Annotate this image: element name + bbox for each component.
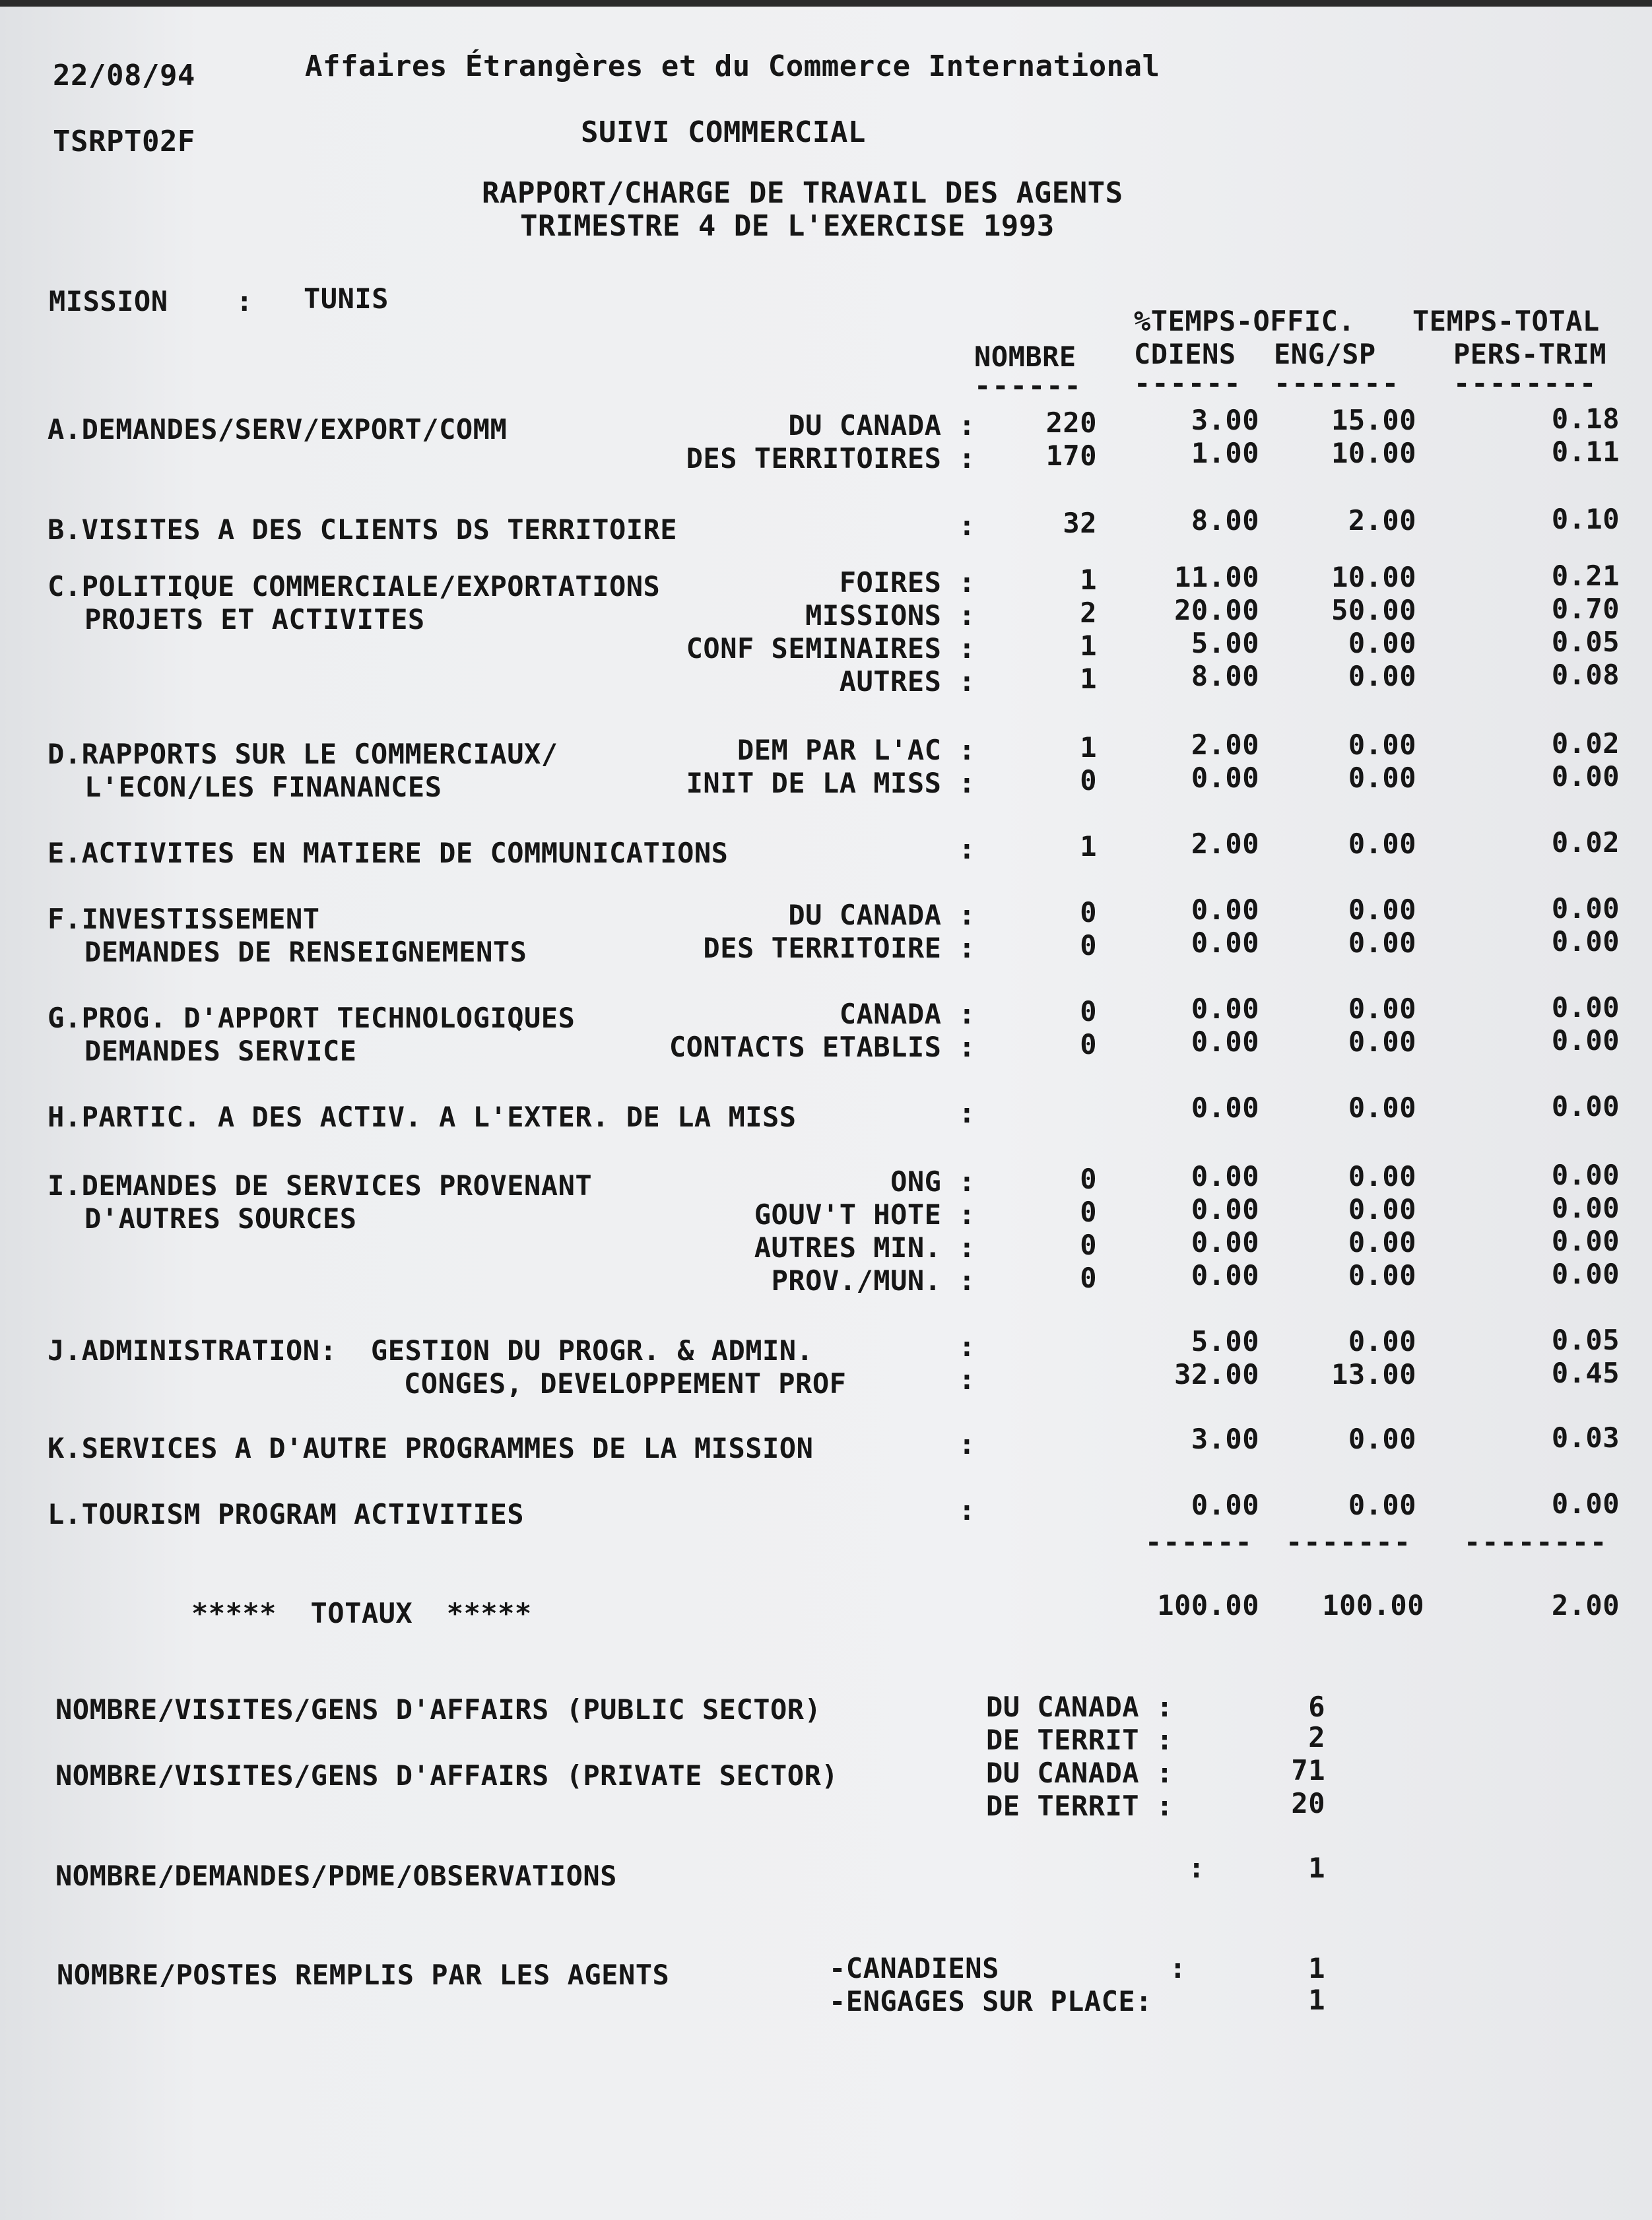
row-cdiens: 0.00 (1191, 1226, 1259, 1258)
col-cdiens-rule: ------ (1134, 367, 1242, 399)
row-nombre: 0 (1080, 1262, 1097, 1294)
totals-perstrim: 2.00 (1551, 1589, 1620, 1621)
row-cdiens: 8.00 (1191, 504, 1259, 537)
visits-public-canada-value: 6 (1308, 1691, 1325, 1723)
system-name: SUIVI COMMERCIAL (581, 115, 866, 149)
row-label: D'AUTRES SOURCES (84, 1202, 357, 1235)
row-engsp: 2.00 (1348, 504, 1416, 537)
row-engsp: 0.00 (1348, 1259, 1416, 1291)
row-cdiens: 3.00 (1191, 1423, 1259, 1455)
row-perstrim: 0.00 (1551, 892, 1620, 925)
row-sublabel: PROV./MUN. : (771, 1264, 975, 1297)
row-perstrim: 0.00 (1551, 760, 1620, 793)
row-nombre: 0 (1080, 764, 1097, 797)
visits-private-canada-label: DU CANADA : (986, 1757, 1173, 1789)
row-cdiens: 0.00 (1191, 1160, 1259, 1192)
row-nombre: 1 (1080, 630, 1097, 662)
visits-public-territ-label: DE TERRIT : (986, 1724, 1173, 1756)
totals-engsp: 100.00 (1322, 1589, 1424, 1621)
visits-public-label: NOMBRE/VISITES/GENS D'AFFAIRS (PUBLIC SECTOR) (55, 1693, 822, 1726)
row-engsp: 0.00 (1348, 660, 1416, 692)
visits-private-territ-value: 20 (1291, 1787, 1325, 1819)
row-label: C.POLITIQUE COMMERCIALE/EXPORTATIONS (48, 570, 661, 603)
row-cdiens: 11.00 (1174, 561, 1259, 593)
row-engsp: 10.00 (1331, 561, 1416, 593)
row-sublabel: INIT DE LA MISS : (686, 767, 975, 799)
row-cdiens: 0.00 (1191, 1489, 1259, 1521)
row-perstrim: 0.00 (1551, 1024, 1620, 1057)
col-cdiens: CDIENS (1134, 338, 1236, 370)
row-perstrim: 0.00 (1551, 1192, 1620, 1224)
row-cdiens: 2.00 (1191, 729, 1259, 761)
row-nombre: 32 (1063, 507, 1097, 539)
row-label: PROJETS ET ACTIVITES (84, 603, 425, 636)
row-sublabel: : (958, 1428, 975, 1460)
row-nombre: 0 (1080, 929, 1097, 962)
visits-public-territ-value: 2 (1308, 1721, 1325, 1753)
row-perstrim: 0.10 (1551, 503, 1620, 535)
row-engsp: 0.00 (1348, 762, 1416, 794)
col-nombre: NOMBRE (974, 341, 1076, 373)
visits-public-canada-label: DU CANADA : (986, 1691, 1173, 1723)
row-engsp: 0.00 (1348, 1489, 1416, 1521)
report-code: TSRPT02F (53, 125, 195, 158)
row-nombre: 2 (1080, 597, 1097, 629)
row-label: F.INVESTISSEMENT (48, 903, 320, 935)
row-cdiens: 0.00 (1191, 762, 1259, 794)
postes-canadiens-value: 1 (1308, 1952, 1325, 1984)
row-label: K.SERVICES A D'AUTRE PROGRAMMES DE LA MISSION (48, 1432, 814, 1464)
row-label: DEMANDES DE RENSEIGNEMENTS (84, 936, 527, 968)
visits-private-canada-value: 71 (1291, 1754, 1325, 1786)
row-sublabel: DU CANADA : (788, 409, 975, 441)
row-nombre: 1 (1080, 830, 1097, 863)
row-nombre: 0 (1080, 1163, 1097, 1195)
report-date: 22/08/94 (53, 59, 195, 92)
row-nombre: 220 (1045, 407, 1097, 439)
row-engsp: 10.00 (1331, 437, 1416, 469)
row-perstrim: 0.05 (1551, 1324, 1620, 1356)
row-engsp: 0.00 (1348, 729, 1416, 761)
row-sublabel: : (958, 833, 975, 865)
row-perstrim: 0.02 (1551, 727, 1620, 760)
visits-private-territ-label: DE TERRIT : (986, 1790, 1173, 1822)
row-label: CONGES, DEVELOPPEMENT PROF (404, 1367, 847, 1400)
row-engsp: 13.00 (1331, 1358, 1416, 1390)
row-engsp: 0.00 (1348, 894, 1416, 926)
row-perstrim: 0.00 (1551, 1090, 1620, 1123)
totals-label: ***** TOTAUX ***** (191, 1597, 532, 1629)
row-sublabel: FOIRES : (839, 566, 975, 599)
row-label: I.DEMANDES DE SERVICES PROVENANT (48, 1169, 593, 1202)
row-cdiens: 5.00 (1191, 627, 1259, 659)
row-cdiens: 8.00 (1191, 660, 1259, 692)
report-period: TRIMESTRE 4 DE L'EXERCISE 1993 (520, 209, 1055, 243)
row-cdiens: 2.00 (1191, 828, 1259, 860)
row-perstrim: 0.21 (1551, 560, 1620, 592)
pdme-colon: : (1188, 1852, 1205, 1884)
row-engsp: 0.00 (1348, 1423, 1416, 1455)
total-rule-cdiens: ------ (1145, 1526, 1253, 1558)
row-nombre: 1 (1080, 564, 1097, 596)
row-sublabel: DU CANADA : (788, 899, 975, 931)
row-perstrim: 0.70 (1551, 593, 1620, 625)
row-perstrim: 0.00 (1551, 1159, 1620, 1191)
row-sublabel: AUTRES : (839, 665, 975, 698)
postes-engages-label: -ENGAGES SUR PLACE: (829, 1985, 1152, 2017)
organization-name: Affaires Étrangères et du Commerce International (305, 49, 1160, 83)
row-nombre: 1 (1080, 731, 1097, 764)
row-engsp: 0.00 (1348, 828, 1416, 860)
row-sublabel: DEM PAR L'AC : (737, 734, 975, 766)
col-engsp-rule: ------- (1274, 367, 1401, 399)
row-sublabel: CONTACTS ETABLIS : (669, 1031, 975, 1063)
row-cdiens: 0.00 (1191, 927, 1259, 959)
row-sublabel: GOUV'T HOTE : (754, 1198, 975, 1231)
mission-value: TUNIS (304, 282, 389, 315)
col-perstrim-rule: -------- (1453, 367, 1598, 399)
scan-top-edge (0, 0, 1652, 7)
pdme-label: NOMBRE/DEMANDES/PDME/OBSERVATIONS (55, 1860, 617, 1892)
row-engsp: 0.00 (1348, 627, 1416, 659)
row-cdiens: 20.00 (1174, 594, 1259, 626)
row-sublabel: CANADA : (839, 998, 975, 1030)
row-sublabel: ONG : (890, 1165, 975, 1198)
row-sublabel: CONF SEMINAIRES : (686, 632, 975, 665)
postes-canadiens-label: -CANADIENS : (829, 1952, 1187, 1984)
row-engsp: 0.00 (1348, 927, 1416, 959)
row-cdiens: 3.00 (1191, 404, 1259, 436)
row-nombre: 0 (1080, 1229, 1097, 1261)
row-cdiens: 0.00 (1191, 1259, 1259, 1291)
row-cdiens: 0.00 (1191, 894, 1259, 926)
row-sublabel: : (958, 1330, 975, 1363)
row-engsp: 0.00 (1348, 993, 1416, 1025)
postes-engages-value: 1 (1308, 1984, 1325, 2016)
row-sublabel: AUTRES MIN. : (754, 1231, 975, 1264)
totals-cdiens: 100.00 (1157, 1589, 1259, 1621)
col-perstrim: PERS-TRIM (1453, 338, 1607, 370)
row-label: L.TOURISM PROGRAM ACTIVITIES (48, 1498, 525, 1530)
row-label: H.PARTIC. A DES ACTIV. A L'EXTER. DE LA MISS (48, 1101, 797, 1133)
row-cdiens: 0.00 (1191, 1092, 1259, 1124)
row-perstrim: 0.18 (1551, 403, 1620, 435)
row-perstrim: 0.03 (1551, 1421, 1620, 1454)
row-label: E.ACTIVITES EN MATIERE DE COMMUNICATIONS (48, 837, 729, 869)
row-label: B.VISITES A DES CLIENTS DS TERRITOIRE (48, 513, 678, 546)
row-perstrim: 0.00 (1551, 925, 1620, 958)
row-label: J.ADMINISTRATION: GESTION DU PROGR. & ADMIN. (48, 1334, 814, 1367)
row-sublabel: DES TERRITOIRE : (703, 932, 975, 964)
row-perstrim: 0.11 (1551, 436, 1620, 468)
row-engsp: 0.00 (1348, 1160, 1416, 1192)
row-engsp: 0.00 (1348, 1193, 1416, 1225)
row-sublabel: : (958, 1363, 975, 1396)
row-cdiens: 0.00 (1191, 993, 1259, 1025)
row-sublabel: : (958, 509, 975, 542)
row-perstrim: 0.00 (1551, 1487, 1620, 1520)
col-nombre-rule: ------ (974, 370, 1082, 402)
row-perstrim: 0.05 (1551, 626, 1620, 658)
mission-label: MISSION : (49, 285, 253, 317)
row-cdiens: 0.00 (1191, 1026, 1259, 1058)
row-label: DEMANDES SERVICE (84, 1035, 357, 1067)
row-sublabel: : (958, 1494, 975, 1526)
row-cdiens: 0.00 (1191, 1193, 1259, 1225)
row-nombre: 0 (1080, 1196, 1097, 1228)
row-label: L'ECON/LES FINANANCES (84, 771, 442, 803)
row-perstrim: 0.00 (1551, 1258, 1620, 1290)
row-perstrim: 0.45 (1551, 1357, 1620, 1389)
row-label: D.RAPPORTS SUR LE COMMERCIAUX/ (48, 738, 558, 770)
row-nombre: 170 (1045, 440, 1097, 472)
col-engsp: ENG/SP (1274, 338, 1376, 370)
row-perstrim: 0.08 (1551, 659, 1620, 691)
total-rule-perstrim: -------- (1464, 1526, 1608, 1558)
row-label: G.PROG. D'APPORT TECHNOLOGIQUES (48, 1002, 576, 1034)
row-sublabel: MISSIONS : (805, 599, 975, 632)
row-engsp: 0.00 (1348, 1026, 1416, 1058)
row-label: A.DEMANDES/SERV/EXPORT/COMM (48, 413, 508, 445)
row-engsp: 0.00 (1348, 1092, 1416, 1124)
col-total-heading: TEMPS-TOTAL (1412, 305, 1600, 337)
report-title: RAPPORT/CHARGE DE TRAVAIL DES AGENTS (482, 176, 1123, 210)
row-nombre: 1 (1080, 663, 1097, 695)
row-engsp: 50.00 (1331, 594, 1416, 626)
row-nombre: 0 (1080, 995, 1097, 1028)
row-engsp: 15.00 (1331, 404, 1416, 436)
pdme-value: 1 (1308, 1852, 1325, 1884)
row-sublabel: : (958, 1097, 975, 1129)
postes-label: NOMBRE/POSTES REMPLIS PAR LES AGENTS (57, 1959, 670, 1991)
row-sublabel: DES TERRITOIRES : (686, 442, 975, 474)
row-cdiens: 32.00 (1174, 1358, 1259, 1390)
col-pct-heading: %TEMPS-OFFIC. (1134, 305, 1356, 337)
row-cdiens: 1.00 (1191, 437, 1259, 469)
row-engsp: 0.00 (1348, 1226, 1416, 1258)
row-cdiens: 5.00 (1191, 1325, 1259, 1357)
row-perstrim: 0.02 (1551, 826, 1620, 859)
row-perstrim: 0.00 (1551, 1225, 1620, 1257)
total-rule-engsp: ------- (1286, 1526, 1412, 1558)
row-nombre: 0 (1080, 896, 1097, 929)
row-nombre: 0 (1080, 1028, 1097, 1061)
row-engsp: 0.00 (1348, 1325, 1416, 1357)
row-perstrim: 0.00 (1551, 991, 1620, 1024)
visits-private-label: NOMBRE/VISITES/GENS D'AFFAIRS (PRIVATE SECTOR) (55, 1759, 839, 1792)
